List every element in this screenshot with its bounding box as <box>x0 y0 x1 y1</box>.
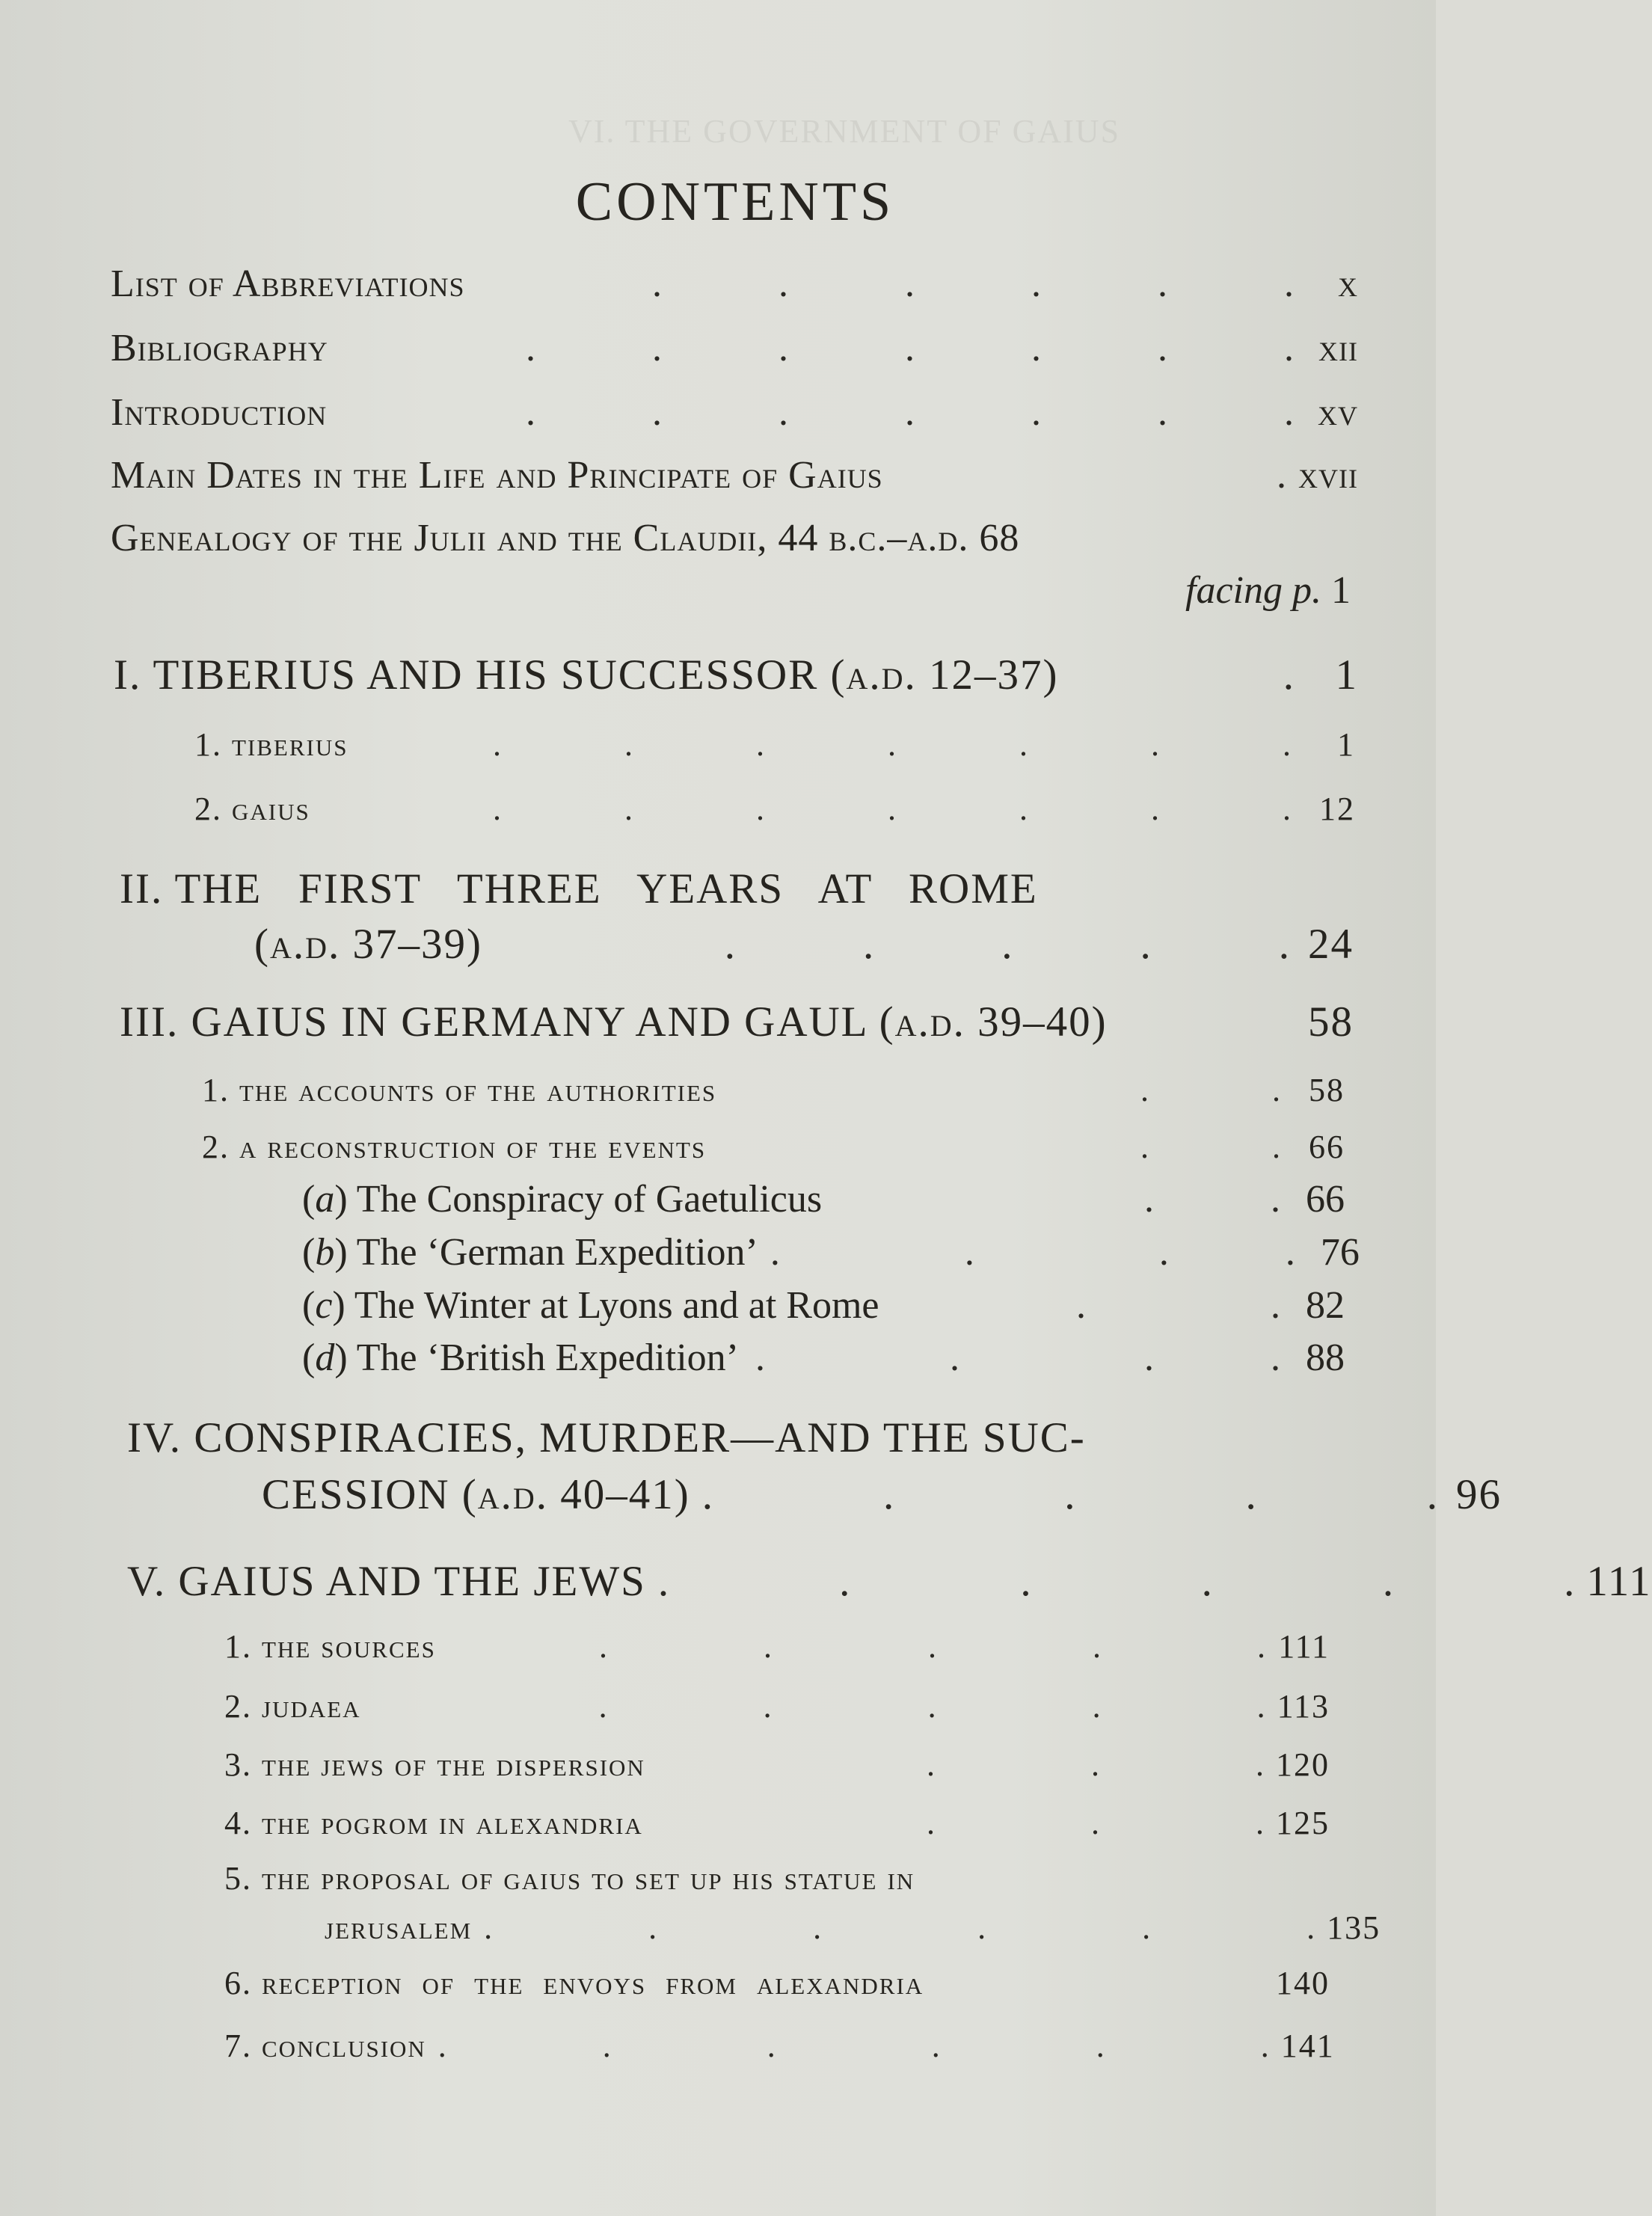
dot-leader: . . . <box>927 1746 1264 1783</box>
section-number: 2. <box>202 1129 230 1165</box>
dot-leader: . . . . . <box>701 1471 1438 1518</box>
dot-leader: . . . . . . . <box>526 391 1294 434</box>
toc-section-3-2[interactable] <box>202 1128 1345 1166</box>
toc-chapter-2-line2[interactable] <box>254 920 1354 969</box>
section-page: 113 <box>1277 1688 1330 1725</box>
section-page: 125 <box>1276 1805 1330 1841</box>
toc-chapter-3[interactable] <box>120 998 1354 1046</box>
toc-chapter-4-line2[interactable] <box>262 1470 1502 1519</box>
section-title: the sources <box>262 1628 436 1665</box>
chapter-number: IV. <box>127 1414 182 1461</box>
dot-leader: . . . . . <box>724 921 1289 968</box>
chapter-dates: (a.d. 12–37) <box>830 651 1059 699</box>
toc-chapter-4-line1[interactable] <box>127 1414 1086 1462</box>
chapter-label <box>114 651 1058 699</box>
subsection-title: The ‘British Expedition’ <box>356 1336 739 1379</box>
section-number: 6. <box>224 1965 252 2001</box>
bleed-through-text: VI. THE GOVERNMENT OF GAIUS <box>568 113 1121 150</box>
facing-page: 1 <box>1331 569 1351 612</box>
section-label <box>224 2027 426 2065</box>
section-label <box>224 1627 436 1666</box>
toc-section-5-2[interactable] <box>224 1687 1330 1725</box>
dot-leader: . . . . . . . <box>493 726 1291 763</box>
chapter-label <box>120 998 1108 1046</box>
section-number: 5. <box>224 1860 252 1897</box>
section-title: the jews of the dispersion <box>262 1746 645 1783</box>
chapter-dates: (a.d. 37–39) <box>254 921 482 968</box>
section-number: 2. <box>224 1688 252 1725</box>
entry-label: Genealogy of the Julii and the Claudii, 44 <box>111 517 829 559</box>
page-title: CONTENTS <box>575 171 895 233</box>
dot-leader: . <box>1283 651 1294 699</box>
subsection-page: 66 <box>1306 1178 1345 1221</box>
toc-section-5-7[interactable] <box>224 2027 1335 2065</box>
dot-leader: . . . . . <box>598 1688 1265 1725</box>
entry-era: b.c.–a.d. 68 <box>829 517 1020 559</box>
subsection-label: (d) The ‘British Expedition’ <box>302 1336 739 1379</box>
toc-section-5-6[interactable] <box>224 1964 1330 2002</box>
dot-leader: . . . . . <box>599 1628 1265 1665</box>
chapter-number: V. <box>127 1558 167 1605</box>
chapter-title: TIBERIUS AND HIS SUCCESSOR <box>153 651 819 699</box>
section-number: 3. <box>224 1746 252 1783</box>
dot-leader: . . . . <box>770 1231 1295 1274</box>
toc-entry-genealogy[interactable] <box>111 516 1019 560</box>
subsection-letter: c <box>315 1284 333 1327</box>
section-title-cont: jerusalem <box>325 1909 473 1946</box>
chapter-dates: (a.d. 40–41) <box>461 1471 690 1518</box>
subsection-title: The Conspiracy of Gaetulicus <box>356 1178 823 1221</box>
chapter-page: 24 <box>1308 921 1354 968</box>
section-title: tiberius <box>232 726 348 763</box>
entry-label: Introduction <box>111 391 328 434</box>
chapter-page: 111 <box>1586 1558 1652 1605</box>
section-page: 141 <box>1280 2028 1335 2064</box>
toc-chapter-1[interactable] <box>114 651 1358 699</box>
chapter-page: 96 <box>1456 1471 1502 1518</box>
section-label <box>202 1071 716 1109</box>
chapter-label <box>127 1557 646 1606</box>
section-page: 12 <box>1319 791 1355 827</box>
toc-section-1-1[interactable] <box>194 725 1355 764</box>
dot-leader: . . <box>1140 1072 1280 1108</box>
section-title: the proposal of gaius to set up his statue in <box>262 1860 915 1897</box>
subsection-label: (b) The ‘German Expedition’ <box>302 1231 758 1274</box>
section-number: 4. <box>224 1805 252 1841</box>
section-label <box>224 1964 924 2002</box>
dot-leader: . . . . . . . <box>493 791 1291 827</box>
chapter-number: II. <box>120 865 164 912</box>
dot-leader: . . . . . . <box>652 263 1294 305</box>
subsection-label: (c) The Winter at Lyons and at Rome <box>302 1284 879 1327</box>
section-title: reception of the envoys from alexandria <box>262 1965 924 2001</box>
entry-label: Bibliography <box>111 327 328 369</box>
chapter-page: 58 <box>1308 998 1354 1046</box>
dot-leader: . . <box>1076 1284 1280 1327</box>
toc-section-1-2[interactable] <box>194 790 1355 828</box>
subsection-label: (a) The Conspiracy of Gaetulicus <box>302 1178 823 1221</box>
chapter-dates: (a.d. 39–40) <box>879 998 1108 1046</box>
chapter-title: CONSPIRACIES, MURDER—AND THE SUC- <box>194 1414 1086 1461</box>
subsection-title: The ‘German Expedition’ <box>356 1231 758 1274</box>
section-title: conclusion <box>262 2028 426 2064</box>
toc-section-5-5-line2[interactable] <box>325 1909 1381 1947</box>
chapter-title: THE FIRST THREE YEARS AT ROME <box>174 865 1038 912</box>
toc-section-5-4[interactable] <box>224 1804 1330 1842</box>
toc-entry-bibliography[interactable] <box>111 326 1358 370</box>
chapter-title: GAIUS IN GERMANY AND GAUL <box>191 998 868 1046</box>
section-page: 140 <box>1276 1965 1330 2001</box>
section-label <box>194 790 310 828</box>
subsection-page: 88 <box>1306 1336 1345 1379</box>
subsection-title: The Winter at Lyons and at Rome <box>354 1284 879 1327</box>
chapter-number: I. <box>114 651 142 699</box>
section-page: 1 <box>1337 726 1355 763</box>
toc-subsection-3-2-a[interactable] <box>302 1177 1345 1221</box>
chapter-title: GAIUS AND THE JEWS <box>178 1558 646 1605</box>
entry-page: xvii <box>1298 454 1358 497</box>
section-page: 66 <box>1309 1129 1345 1165</box>
dot-leader: . . . . . . <box>437 2028 1269 2064</box>
section-number: 1. <box>202 1072 230 1108</box>
subsection-page: 82 <box>1306 1284 1345 1327</box>
toc-section-5-1[interactable] <box>224 1627 1330 1666</box>
genealogy-facing <box>1185 568 1351 613</box>
section-number: 7. <box>224 2028 252 2064</box>
section-label <box>224 1687 361 1725</box>
subsection-letter: d <box>315 1336 335 1379</box>
toc-section-3-1[interactable] <box>202 1071 1345 1109</box>
section-title: judaea <box>262 1688 361 1725</box>
toc-entry-abbreviations[interactable] <box>111 262 1358 306</box>
section-label <box>194 725 348 764</box>
chapter-page: 1 <box>1335 651 1358 699</box>
section-title: the pogrom in alexandria <box>262 1805 643 1841</box>
facing-text: facing p. <box>1185 569 1321 612</box>
entry-label: List of Abbreviations <box>111 263 465 305</box>
dot-leader: . . . <box>927 1805 1264 1841</box>
entry-page: xii <box>1318 327 1358 369</box>
section-title: a reconstruction of the events <box>239 1129 707 1165</box>
toc-entry-introduction[interactable] <box>111 390 1358 435</box>
dot-leader: . . . . . . <box>657 1558 1575 1605</box>
dot-leader: . . . . <box>755 1336 1280 1379</box>
chapter-title-cont: CESSION <box>262 1471 450 1518</box>
toc-entry-main-dates[interactable] <box>111 453 1358 497</box>
section-page: 58 <box>1309 1072 1345 1108</box>
section-label <box>224 1804 643 1842</box>
entry-page: xv <box>1318 391 1358 434</box>
subsection-letter: a <box>315 1178 335 1221</box>
dot-leader: . . <box>1140 1129 1280 1165</box>
toc-subsection-3-2-c[interactable] <box>302 1283 1345 1328</box>
entry-page: x <box>1338 263 1358 305</box>
entry-label: Main Dates in the Life and Principate of Gaius <box>111 454 883 497</box>
section-number: 1. <box>194 726 222 763</box>
dot-leader: . <box>1277 454 1287 497</box>
toc-subsection-3-2-d[interactable] <box>302 1336 1345 1380</box>
toc-chapter-2-line1[interactable] <box>120 865 1038 913</box>
dot-leader: . . . . . . <box>484 1909 1315 1946</box>
chapter-number: III. <box>120 998 179 1046</box>
toc-section-5-5-line1[interactable] <box>224 1859 915 1897</box>
section-page: 135 <box>1327 1909 1381 1946</box>
toc-chapter-5[interactable] <box>127 1557 1652 1606</box>
section-title: the accounts of the authorities <box>239 1072 717 1108</box>
section-page: 111 <box>1278 1628 1330 1665</box>
subsection-page: 76 <box>1320 1231 1360 1274</box>
section-label <box>224 1746 645 1784</box>
chapter-label <box>262 1470 690 1519</box>
dot-leader: . . . . . . . <box>526 327 1294 369</box>
subsection-letter: b <box>315 1231 335 1274</box>
dot-leader: . . <box>1144 1178 1280 1221</box>
section-number: 2. <box>194 791 222 827</box>
section-label <box>202 1128 706 1166</box>
toc-subsection-3-2-b[interactable] <box>302 1230 1360 1274</box>
toc-section-5-3[interactable] <box>224 1746 1330 1784</box>
section-page: 120 <box>1276 1746 1330 1783</box>
section-number: 1. <box>224 1628 252 1665</box>
section-title: gaius <box>232 791 310 827</box>
